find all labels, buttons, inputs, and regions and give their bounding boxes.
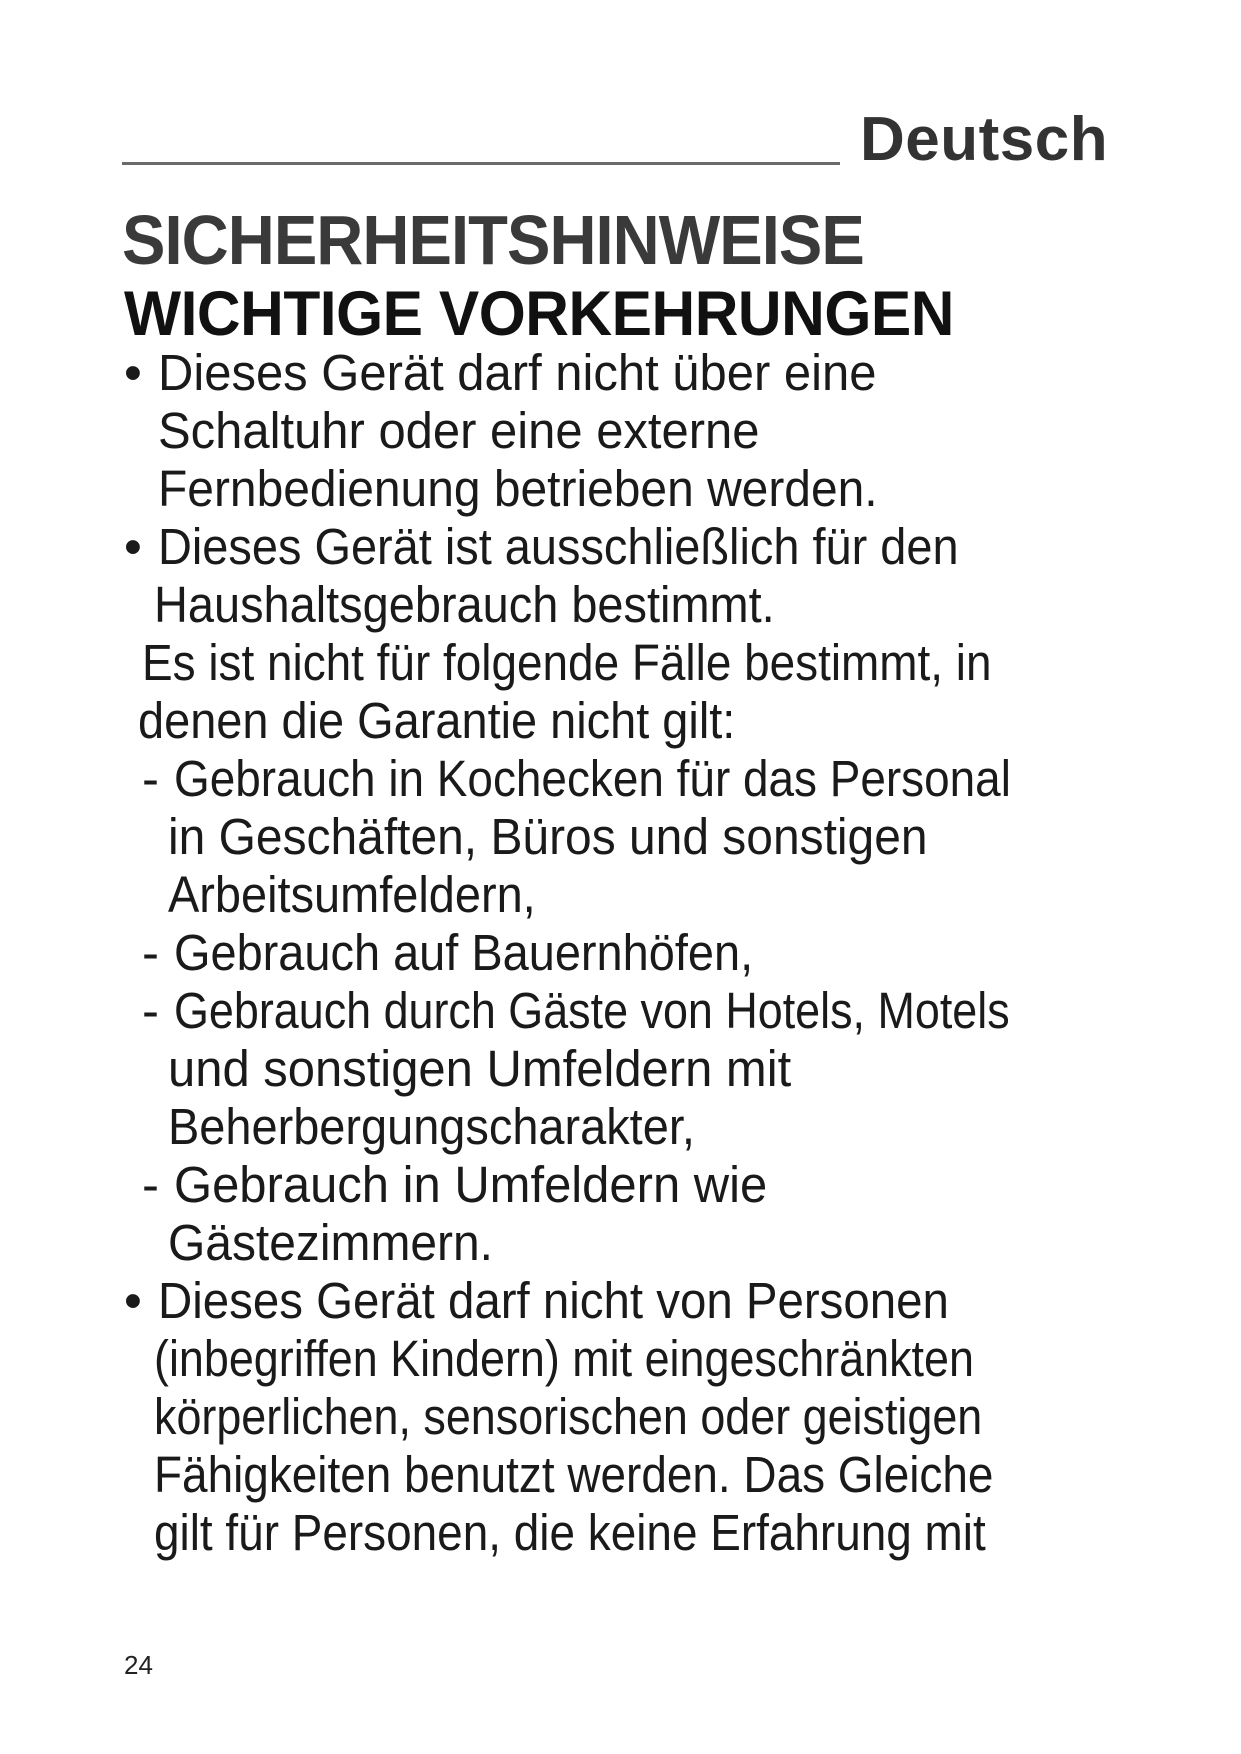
dash-line: Gästezimmern. xyxy=(168,1214,494,1271)
page-number: 24 xyxy=(124,1650,153,1680)
dash-line: Gebrauch durch Gäste von Hotels, Motels xyxy=(174,982,1010,1039)
dash-line: Gebrauch in Umfeldern wie xyxy=(174,1156,768,1213)
bullet-marker: • xyxy=(124,518,142,575)
header-rule xyxy=(122,162,840,165)
page-subtitle: WICHTIGE VORKEHRUNGEN xyxy=(124,279,954,349)
bullet-line: Dieses Gerät ist ausschließlich für den xyxy=(158,518,959,575)
paragraph-line: Es ist nicht für folgende Fälle bestimmt, in xyxy=(142,634,992,691)
bullet-line: Dieses Gerät darf nicht über eine xyxy=(158,344,877,401)
bullet-line: Schaltuhr oder eine externe xyxy=(158,402,760,459)
bullet-line: Haushaltsgebrauch bestimmt. xyxy=(154,576,775,633)
language-label: Deutsch xyxy=(860,105,1109,174)
dash-line: und sonstigen Umfeldern mit xyxy=(168,1040,792,1097)
bullet-line: körperlichen, sensorischen oder geistigen xyxy=(154,1388,983,1445)
paragraph-line: denen die Garantie nicht gilt: xyxy=(138,692,736,749)
dash-marker: - xyxy=(142,982,159,1039)
dash-line: in Geschäften, Büros und sonstigen xyxy=(168,808,928,865)
dash-marker: - xyxy=(142,750,159,807)
dash-marker: - xyxy=(142,1156,159,1213)
dash-line: Beherbergungscharakter, xyxy=(168,1098,695,1155)
dash-line: Gebrauch in Kochecken für das Personal xyxy=(174,750,1011,807)
dash-marker: - xyxy=(142,924,159,981)
bullet-marker: • xyxy=(124,1272,142,1329)
page-title: SICHERHEITSHINWEISE xyxy=(122,201,864,279)
bullet-line: (inbegriffen Kindern) mit eingeschränkten xyxy=(154,1330,974,1387)
dash-line: Arbeitsumfeldern, xyxy=(168,866,536,923)
dash-line: Gebrauch auf Bauernhöfen, xyxy=(174,924,754,981)
bullet-line: Fähigkeiten benutzt werden. Das Gleiche xyxy=(154,1446,994,1503)
bullet-line: Dieses Gerät darf nicht von Personen xyxy=(158,1272,949,1329)
bullet-line: gilt für Personen, die keine Erfahrung mit xyxy=(154,1504,986,1561)
bullet-marker: • xyxy=(124,344,142,401)
bullet-line: Fernbedienung betrieben werden. xyxy=(158,460,878,517)
